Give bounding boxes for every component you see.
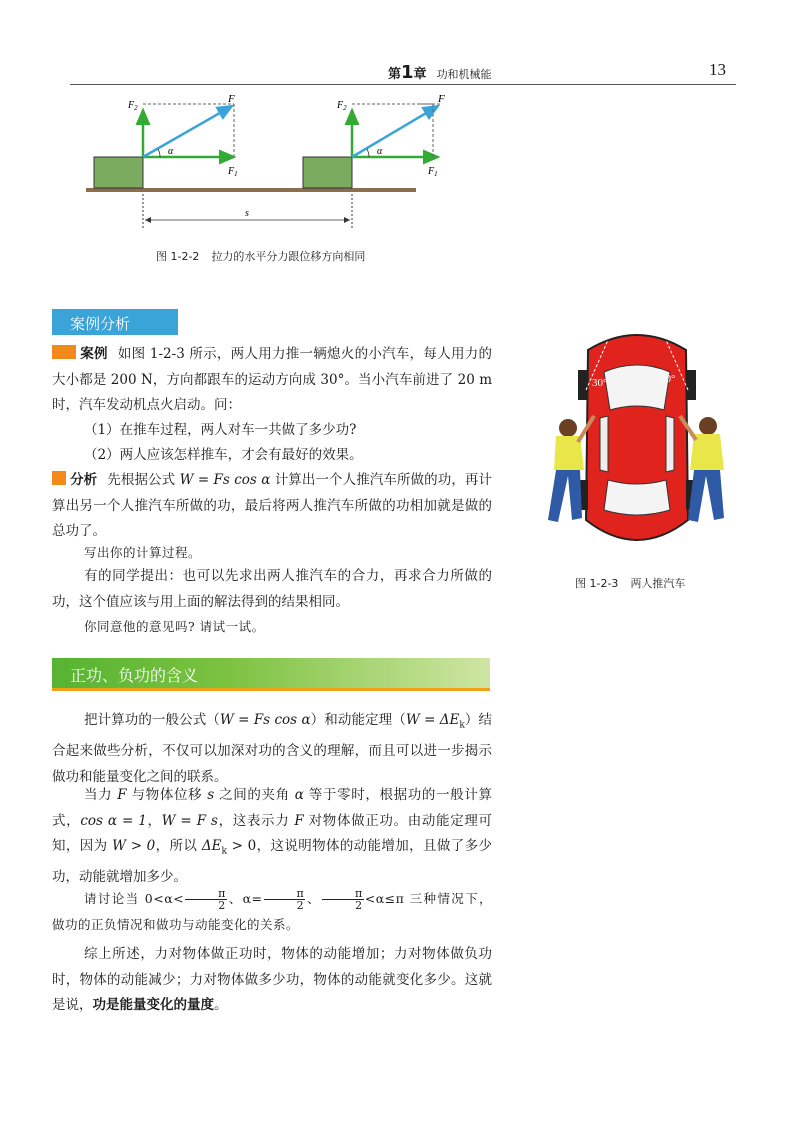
angle-label-left: 30° — [592, 377, 608, 389]
caption-fig-1-2-3 — [575, 575, 685, 591]
label-f1-left: $F_1$ — [228, 166, 238, 178]
section-bar-positive-negative-work — [52, 658, 490, 688]
label-alpha-right: α — [377, 146, 383, 157]
fraction-pi-over-2: $\frac{\pi}{2}$ — [185, 888, 227, 911]
analysis-label: 分析 — [70, 472, 98, 488]
question-2: （2）两人应该怎样推车，才会有最好的效果。 — [84, 447, 363, 463]
label-f-right: F — [438, 93, 445, 105]
dim-arrow-right — [344, 217, 350, 223]
caption-number: 图 1-2-3 — [575, 577, 619, 590]
figure-force-diagram — [80, 90, 445, 230]
prompt-agree: 你同意他的意见吗? 请试一试。 — [84, 619, 265, 634]
figure-car-push — [538, 320, 736, 562]
dim-arrow-left — [145, 217, 151, 223]
figure-force-diagram-edge — [420, 90, 450, 180]
label-f2-left: $F_2$ — [128, 100, 138, 112]
discussion-prompt: 请讨论当 0<α< $\frac{\pi}{2}$ 、α= $\frac{\pi}{2}$ 、 $\frac{\pi}{2}$ <α≤π 三种情况下，做功的正负情况和做功与动能变化的关系。 — [52, 887, 492, 932]
label-alpha-left: α — [168, 146, 174, 157]
ground — [86, 188, 416, 192]
car-rear-window — [604, 480, 670, 515]
case-analysis-bar — [52, 309, 178, 335]
classmate-paragraph: 有的同学提出：也可以先求出两人推汽车的合力，再求合力所做的功，这个值应该与用上面的解法得到的结果相同。 — [52, 568, 492, 610]
case-paragraph — [52, 342, 492, 419]
case-label: 案例 — [80, 346, 108, 362]
question-1: （1）在推车过程，两人对车一共做了多少功? — [84, 422, 357, 438]
section-paragraph-2: 当力 F 与物体位移 s 之间的夹角 α 等于零时，根据功的一般计算式，cos α = 1，W = F s，这表示力 F 对物体做正功。由动能定理可知，因为 W > 0，所以 $\Delta E_k > 0$，这说明物体的动能增加，且做了多少功，动能就增加多少。 — [52, 787, 493, 886]
case-analysis-title: 案例分析 — [70, 315, 131, 333]
section-underline — [52, 688, 490, 691]
caption-number: 图 1-2-2 — [156, 250, 200, 263]
chapter-prefix: 第 — [388, 67, 402, 82]
angle-label-right: 30° — [660, 373, 676, 385]
chapter-suffix: 章 — [413, 67, 427, 82]
chapter-number: 1 — [401, 62, 414, 83]
fraction-pi-over-2: $\frac{\pi}{2}$ — [322, 888, 364, 911]
case-tag-marker — [52, 345, 76, 359]
caption-text: 拉力的水平分力跟位移方向相同 — [211, 250, 366, 263]
formula-work: W = Fs cos α — [179, 472, 271, 488]
analysis-tag-marker — [52, 471, 66, 485]
block-left — [94, 157, 143, 188]
caption-fig-1-2-2 — [156, 248, 365, 264]
analysis-paragraph: 分析 先根据公式 W = Fs cos α 计算出一个人推汽车所做的功，再计算出另一个人推汽车所做的功，最后将两人推汽车所做的功相加就是做的总功了。 — [52, 472, 492, 539]
prompt-calc: 写出你的计算过程。 — [84, 545, 202, 560]
label-f1-right: $F_1$ — [428, 166, 438, 178]
chapter-title: 功和机械能 — [436, 68, 492, 81]
header-rule — [70, 84, 736, 85]
section-title: 正功、负功的含义 — [70, 666, 199, 685]
fraction-pi-over-2: $\frac{\pi}{2}$ — [264, 888, 306, 911]
caption-text: 两人推汽车 — [630, 577, 686, 590]
label-f-left: F — [228, 93, 235, 105]
label-f2-right: $F_2$ — [337, 100, 347, 112]
key-conclusion: 功是能量变化的量度 — [92, 997, 214, 1013]
page-number: 13 — [709, 60, 726, 79]
case-text: 如图 1-2-3 所示，两人用力推一辆熄火的小汽车，每人用力的大小都是 200 N，方向都跟车的运动方向成 30°。当小汽车前进了 20 m 时，汽车发动机点火启动。问： — [52, 346, 492, 413]
car-windshield — [604, 365, 670, 410]
label-s: s — [245, 208, 249, 219]
section-paragraph-1: 把计算功的一般公式（W = Fs cos α）和动能定理$(W = \Delta E_k)$结合起来做些分析，不仅可以加深对功的含义的理解，而且可以进一步揭示做功和能量变化之间的联系。 — [52, 712, 493, 785]
arrow-f-left — [143, 106, 232, 157]
block-right — [303, 157, 352, 188]
section-paragraph-3: 综上所述，力对物体做正功时，物体的动能增加；力对物体做负功时，物体的动能减少；力对物体做多少功，物体的动能就变化多少。这就是说，功是能量变化的量度。 — [52, 946, 492, 1013]
running-header — [388, 62, 492, 83]
